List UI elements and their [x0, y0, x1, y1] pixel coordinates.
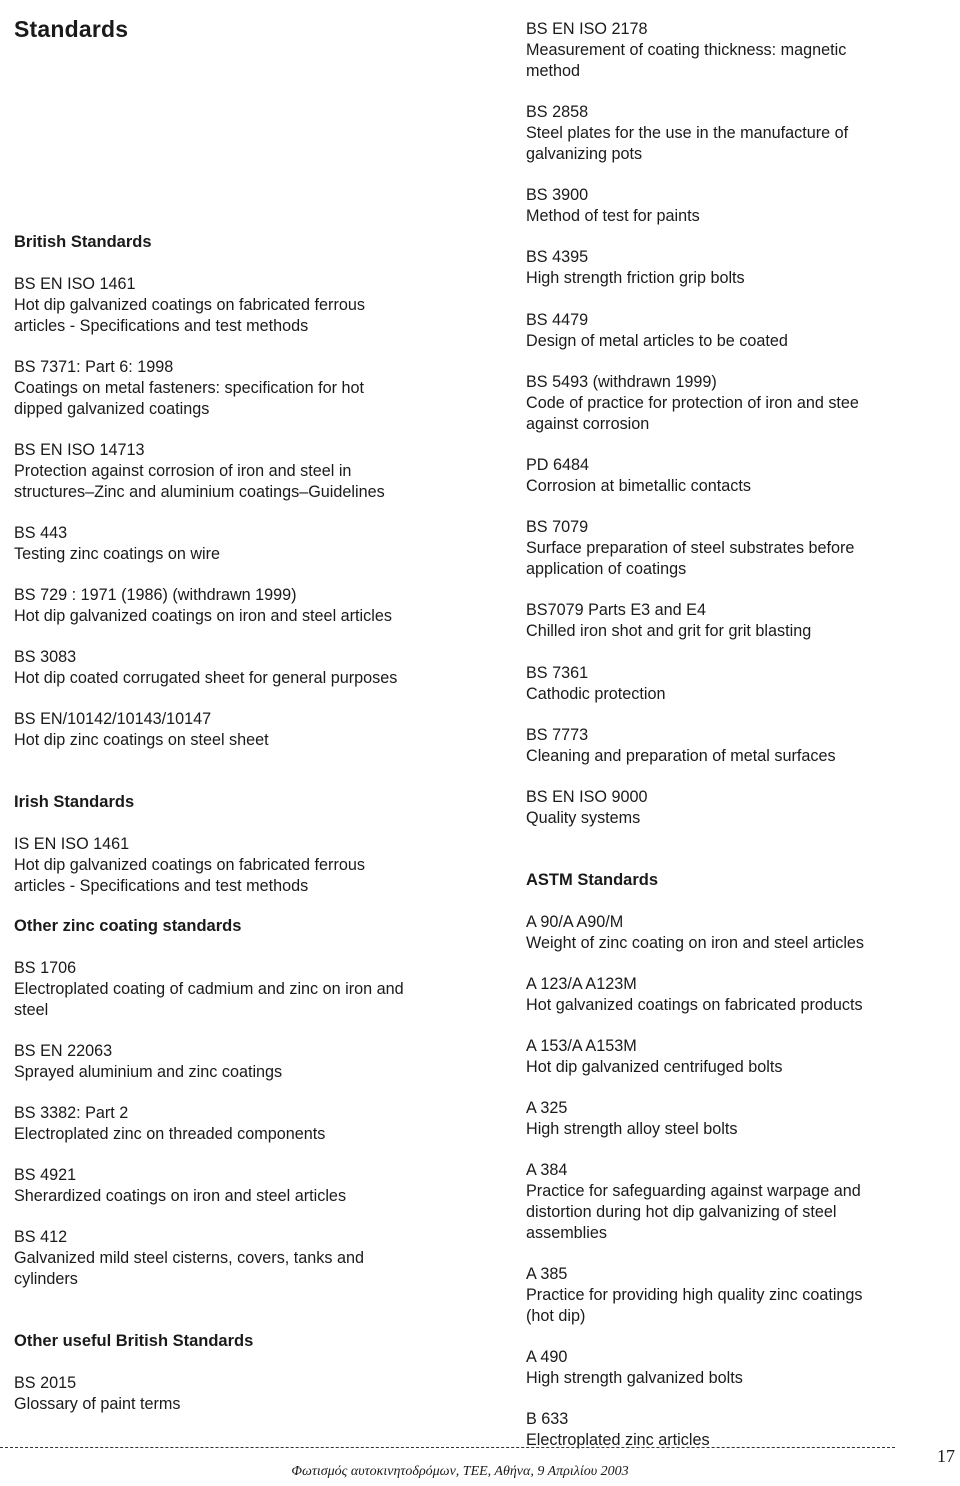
standard-code: A 90/A A90/M — [526, 913, 624, 931]
standard-code: BS 2858 — [526, 103, 589, 121]
standard-entry — [526, 1347, 743, 1389]
standard-code: BS 3083 — [14, 648, 77, 666]
section-heading-irish: Irish Standards — [14, 793, 135, 811]
standard-entry — [526, 912, 864, 954]
standard-code: BS 4479 — [526, 311, 589, 329]
standard-description: Hot dip galvanized coatings on iron and steel articles — [14, 607, 392, 625]
standard-description: Hot dip galvanized coatings on fabricated ferrous articles - Specifications and test methods — [14, 856, 365, 895]
standard-code: BS 7361 — [526, 664, 589, 682]
page-title: Standards — [14, 16, 129, 42]
standard-code: BS 412 — [14, 1228, 68, 1246]
standard-description: High strength galvanized bolts — [526, 1369, 743, 1387]
standard-entry — [14, 958, 404, 1021]
section-heading-other-zinc: Other zinc coating standards — [14, 917, 242, 935]
footer-divider — [0, 1447, 895, 1448]
standard-description: Corrosion at bimetallic contacts — [526, 477, 751, 495]
standard-description: Code of practice for protection of iron and stee against corrosion — [526, 394, 859, 433]
standard-description: Steel plates for the use in the manufacture of galvanizing pots — [526, 124, 849, 163]
standard-code: BS 5493 (withdrawn 1999) — [526, 373, 717, 391]
standard-code: BS EN/10142/10143/10147 — [14, 710, 212, 728]
standard-description: High strength alloy steel bolts — [526, 1120, 738, 1138]
standard-entry — [526, 247, 745, 289]
standard-description: Glossary of paint terms — [14, 1395, 181, 1413]
standard-entry — [14, 585, 392, 627]
standard-code: BS 1706 — [14, 959, 77, 977]
standard-code: BS 4921 — [14, 1166, 77, 1184]
standard-entry — [526, 19, 846, 82]
standard-entry — [14, 1165, 346, 1207]
standard-entry — [14, 1373, 180, 1415]
standard-code: BS 4395 — [526, 248, 589, 266]
standard-description: Electroplated coating of cadmium and zinc on iron and steel — [14, 980, 404, 1019]
standard-entry — [526, 787, 647, 829]
standard-description: Galvanized mild steel cisterns, covers, tanks and cylinders — [14, 1249, 364, 1288]
standard-code: BS EN ISO 9000 — [526, 788, 648, 806]
standard-code: A 153/A A153M — [526, 1037, 637, 1055]
standard-code: BS 2015 — [14, 1374, 77, 1392]
standard-code: BS EN 22063 — [14, 1042, 113, 1060]
standard-code: BS EN ISO 2178 — [526, 20, 648, 38]
standard-description: Quality systems — [526, 809, 641, 827]
standard-description: Sprayed aluminium and zinc coatings — [14, 1063, 283, 1081]
standard-entry — [14, 709, 269, 751]
footer-text: Φωτισμός αυτοκινητοδρόμων, ΤΕΕ, Αθήνα, 9 Απριλίου 2003 — [291, 1464, 629, 1479]
standard-entry — [526, 1409, 710, 1451]
page-number: 17 — [937, 1446, 955, 1466]
standard-entry — [14, 1103, 325, 1145]
standard-entry — [14, 274, 365, 337]
standard-entry — [526, 600, 811, 642]
standard-entry — [526, 1264, 863, 1327]
standard-entry — [14, 440, 385, 503]
standard-code: IS EN ISO 1461 — [14, 835, 130, 853]
standard-description: Practice for providing high quality zinc coatings (hot dip) — [526, 1286, 863, 1325]
standard-code: BS EN ISO 14713 — [14, 441, 145, 459]
standard-code: BS 7371: Part 6: 1998 — [14, 358, 174, 376]
standard-description: Chilled iron shot and grit for grit blasting — [526, 622, 812, 640]
section-heading-british: British Standards — [14, 233, 152, 251]
standard-entry — [526, 185, 700, 227]
standard-code: BS 3382: Part 2 — [14, 1104, 129, 1122]
standard-description: Hot dip zinc coatings on steel sheet — [14, 731, 269, 749]
standard-description: Measurement of coating thickness: magnetic method — [526, 41, 847, 80]
standard-description: Electroplated zinc articles — [526, 1431, 710, 1449]
standard-entry — [14, 834, 365, 897]
standard-entry — [526, 372, 859, 435]
standard-description: Practice for safeguarding against warpage and distortion during hot dip galvanizing of steel assemblies — [526, 1182, 861, 1242]
standard-code: BS 7773 — [526, 726, 589, 744]
standard-description: Weight of zinc coating on iron and steel articles — [526, 934, 865, 952]
standard-entry — [14, 357, 364, 420]
standard-code: BS EN ISO 1461 — [14, 275, 136, 293]
standard-description: Protection against corrosion of iron and steel in structures–Zinc and aluminium coatings–Guidelines — [14, 462, 385, 501]
standard-entry — [526, 974, 863, 1016]
standard-entry — [526, 663, 665, 705]
standard-description: High strength friction grip bolts — [526, 269, 745, 287]
standard-code: A 385 — [526, 1265, 568, 1283]
standard-entry — [526, 1160, 861, 1244]
standard-entry — [14, 647, 397, 689]
standard-code: A 325 — [526, 1099, 568, 1117]
standard-code: BS7079 Parts E3 and E4 — [526, 601, 706, 619]
standard-description: Testing zinc coatings on wire — [14, 545, 221, 563]
standard-description: Design of metal articles to be coated — [526, 332, 788, 350]
standard-code: BS 7079 — [526, 518, 589, 536]
standard-code: B 633 — [526, 1410, 569, 1428]
standard-code: PD 6484 — [526, 456, 589, 474]
standard-entry — [14, 523, 220, 565]
standard-code: BS 729 : 1971 (1986) (withdrawn 1999) — [14, 586, 297, 604]
standard-entry — [526, 517, 854, 580]
standard-description: Hot dip coated corrugated sheet for general purposes — [14, 669, 398, 687]
section-heading-other-useful: Other useful British Standards — [14, 1332, 254, 1350]
standard-code: A 123/A A123M — [526, 975, 637, 993]
standard-code: A 490 — [526, 1348, 568, 1366]
standard-entry — [526, 455, 751, 497]
standard-description: Cleaning and preparation of metal surfaces — [526, 747, 836, 765]
standard-description: Sherardized coatings on iron and steel articles — [14, 1187, 347, 1205]
section-heading-astm: ASTM Standards — [526, 871, 659, 889]
standard-entry — [14, 1227, 364, 1290]
standard-description: Surface preparation of steel substrates before application of coatings — [526, 539, 855, 578]
standard-entry — [14, 1041, 282, 1083]
standard-entry — [526, 725, 836, 767]
standard-description: Hot galvanized coatings on fabricated products — [526, 996, 863, 1014]
standard-entry — [526, 310, 788, 352]
standard-code: BS 3900 — [526, 186, 589, 204]
standard-entry — [526, 1036, 782, 1078]
standard-entry — [526, 1098, 737, 1140]
standard-description: Cathodic protection — [526, 685, 666, 703]
standard-code: A 384 — [526, 1161, 568, 1179]
standard-description: Hot dip galvanized centrifuged bolts — [526, 1058, 783, 1076]
standard-description: Method of test for paints — [526, 207, 700, 225]
standard-description: Hot dip galvanized coatings on fabricated ferrous articles - Specifications and test methods — [14, 296, 365, 335]
standard-entry — [526, 102, 848, 165]
standard-description: Coatings on metal fasteners: specification for hot dipped galvanized coatings — [14, 379, 365, 418]
standard-code: BS 443 — [14, 524, 68, 542]
standard-description: Electroplated zinc on threaded components — [14, 1125, 326, 1143]
